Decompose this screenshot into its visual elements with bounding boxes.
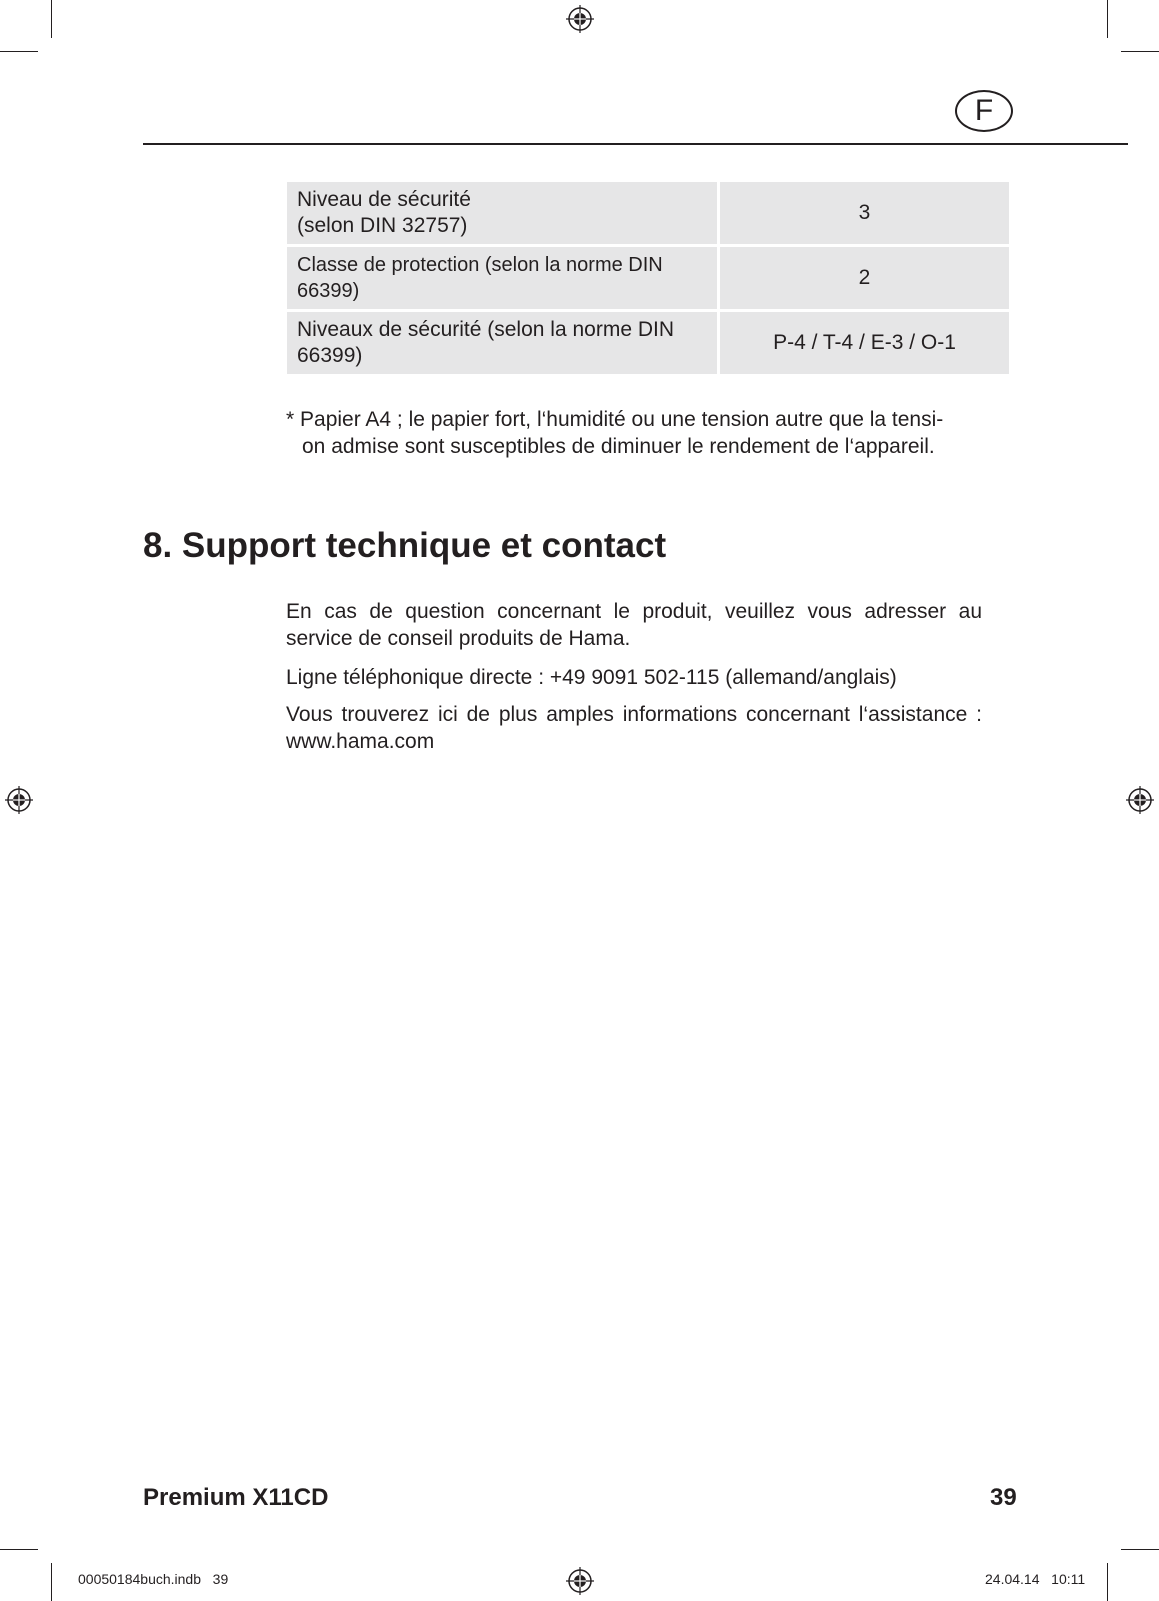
footnote-line-1: * Papier A4 ; le papier fort, l‘humidité ou une tension autre que la tensi- xyxy=(286,408,944,431)
assistance-paragraph: Vous trouverez ici de plus amples informations concernant l‘assistance : www.hama.com xyxy=(286,703,982,753)
table-row xyxy=(287,182,1009,244)
crop-mark-bottom-right-vertical xyxy=(1107,1563,1108,1601)
section-title: 8. Support technique et contact xyxy=(143,526,667,565)
label-line-2: 66399) xyxy=(297,344,363,367)
support-paragraph: En cas de question concernant le produit, veuillez vous adresser au service de conseil produits de Hama. xyxy=(286,600,982,650)
label-line-2: 66399) xyxy=(297,280,360,302)
label-line-1: Classe de protection (selon la norme DIN xyxy=(297,254,663,276)
page-number: 39 xyxy=(990,1484,1017,1511)
table-cell-label xyxy=(287,312,717,374)
table-cell-value: P-4 / T-4 / E-3 / O-1 xyxy=(720,312,1009,374)
footnote-line-2: on admise sont susceptibles de diminuer le rendement de l‘appareil. xyxy=(302,435,935,458)
registration-mark-bottom-icon xyxy=(566,1567,594,1595)
table-cell-value: 2 xyxy=(720,247,1009,309)
crop-mark-bottom-left-vertical xyxy=(51,1563,52,1601)
table-cell-label xyxy=(287,182,717,244)
crop-mark-top-left-horizontal xyxy=(0,51,38,52)
table-row xyxy=(287,247,1009,309)
registration-mark-right-icon xyxy=(1126,786,1154,814)
language-badge: F xyxy=(955,90,1013,132)
label-line-2: (selon DIN 32757) xyxy=(297,214,468,237)
footnote xyxy=(286,406,1002,460)
spec-table xyxy=(284,179,1012,377)
label-line-1: Niveaux de sécurité (selon la norme DIN xyxy=(297,318,674,341)
header-rule xyxy=(143,143,1128,145)
hotline-paragraph: Ligne téléphonique directe : +49 9091 502-115 (allemand/anglais) xyxy=(286,666,897,689)
crop-mark-top-right-horizontal xyxy=(1121,51,1159,52)
crop-mark-bottom-left-horizontal xyxy=(0,1549,38,1550)
crop-mark-top-left-vertical xyxy=(51,0,52,38)
print-slug-timestamp: 24.04.14 10:11 xyxy=(985,1571,1086,1587)
table-cell-value: 3 xyxy=(720,182,1009,244)
registration-mark-left-icon xyxy=(5,786,33,814)
crop-mark-bottom-right-horizontal xyxy=(1121,1549,1159,1550)
crop-mark-top-right-vertical xyxy=(1107,0,1108,38)
registration-mark-top-icon xyxy=(566,5,594,33)
table-cell-label xyxy=(287,247,717,309)
footer-product-name: Premium X11CD xyxy=(143,1484,329,1511)
table-row xyxy=(287,312,1009,374)
print-slug-file: 00050184buch.indb 39 xyxy=(78,1571,229,1587)
label-line-1: Niveau de sécurité xyxy=(297,188,471,211)
